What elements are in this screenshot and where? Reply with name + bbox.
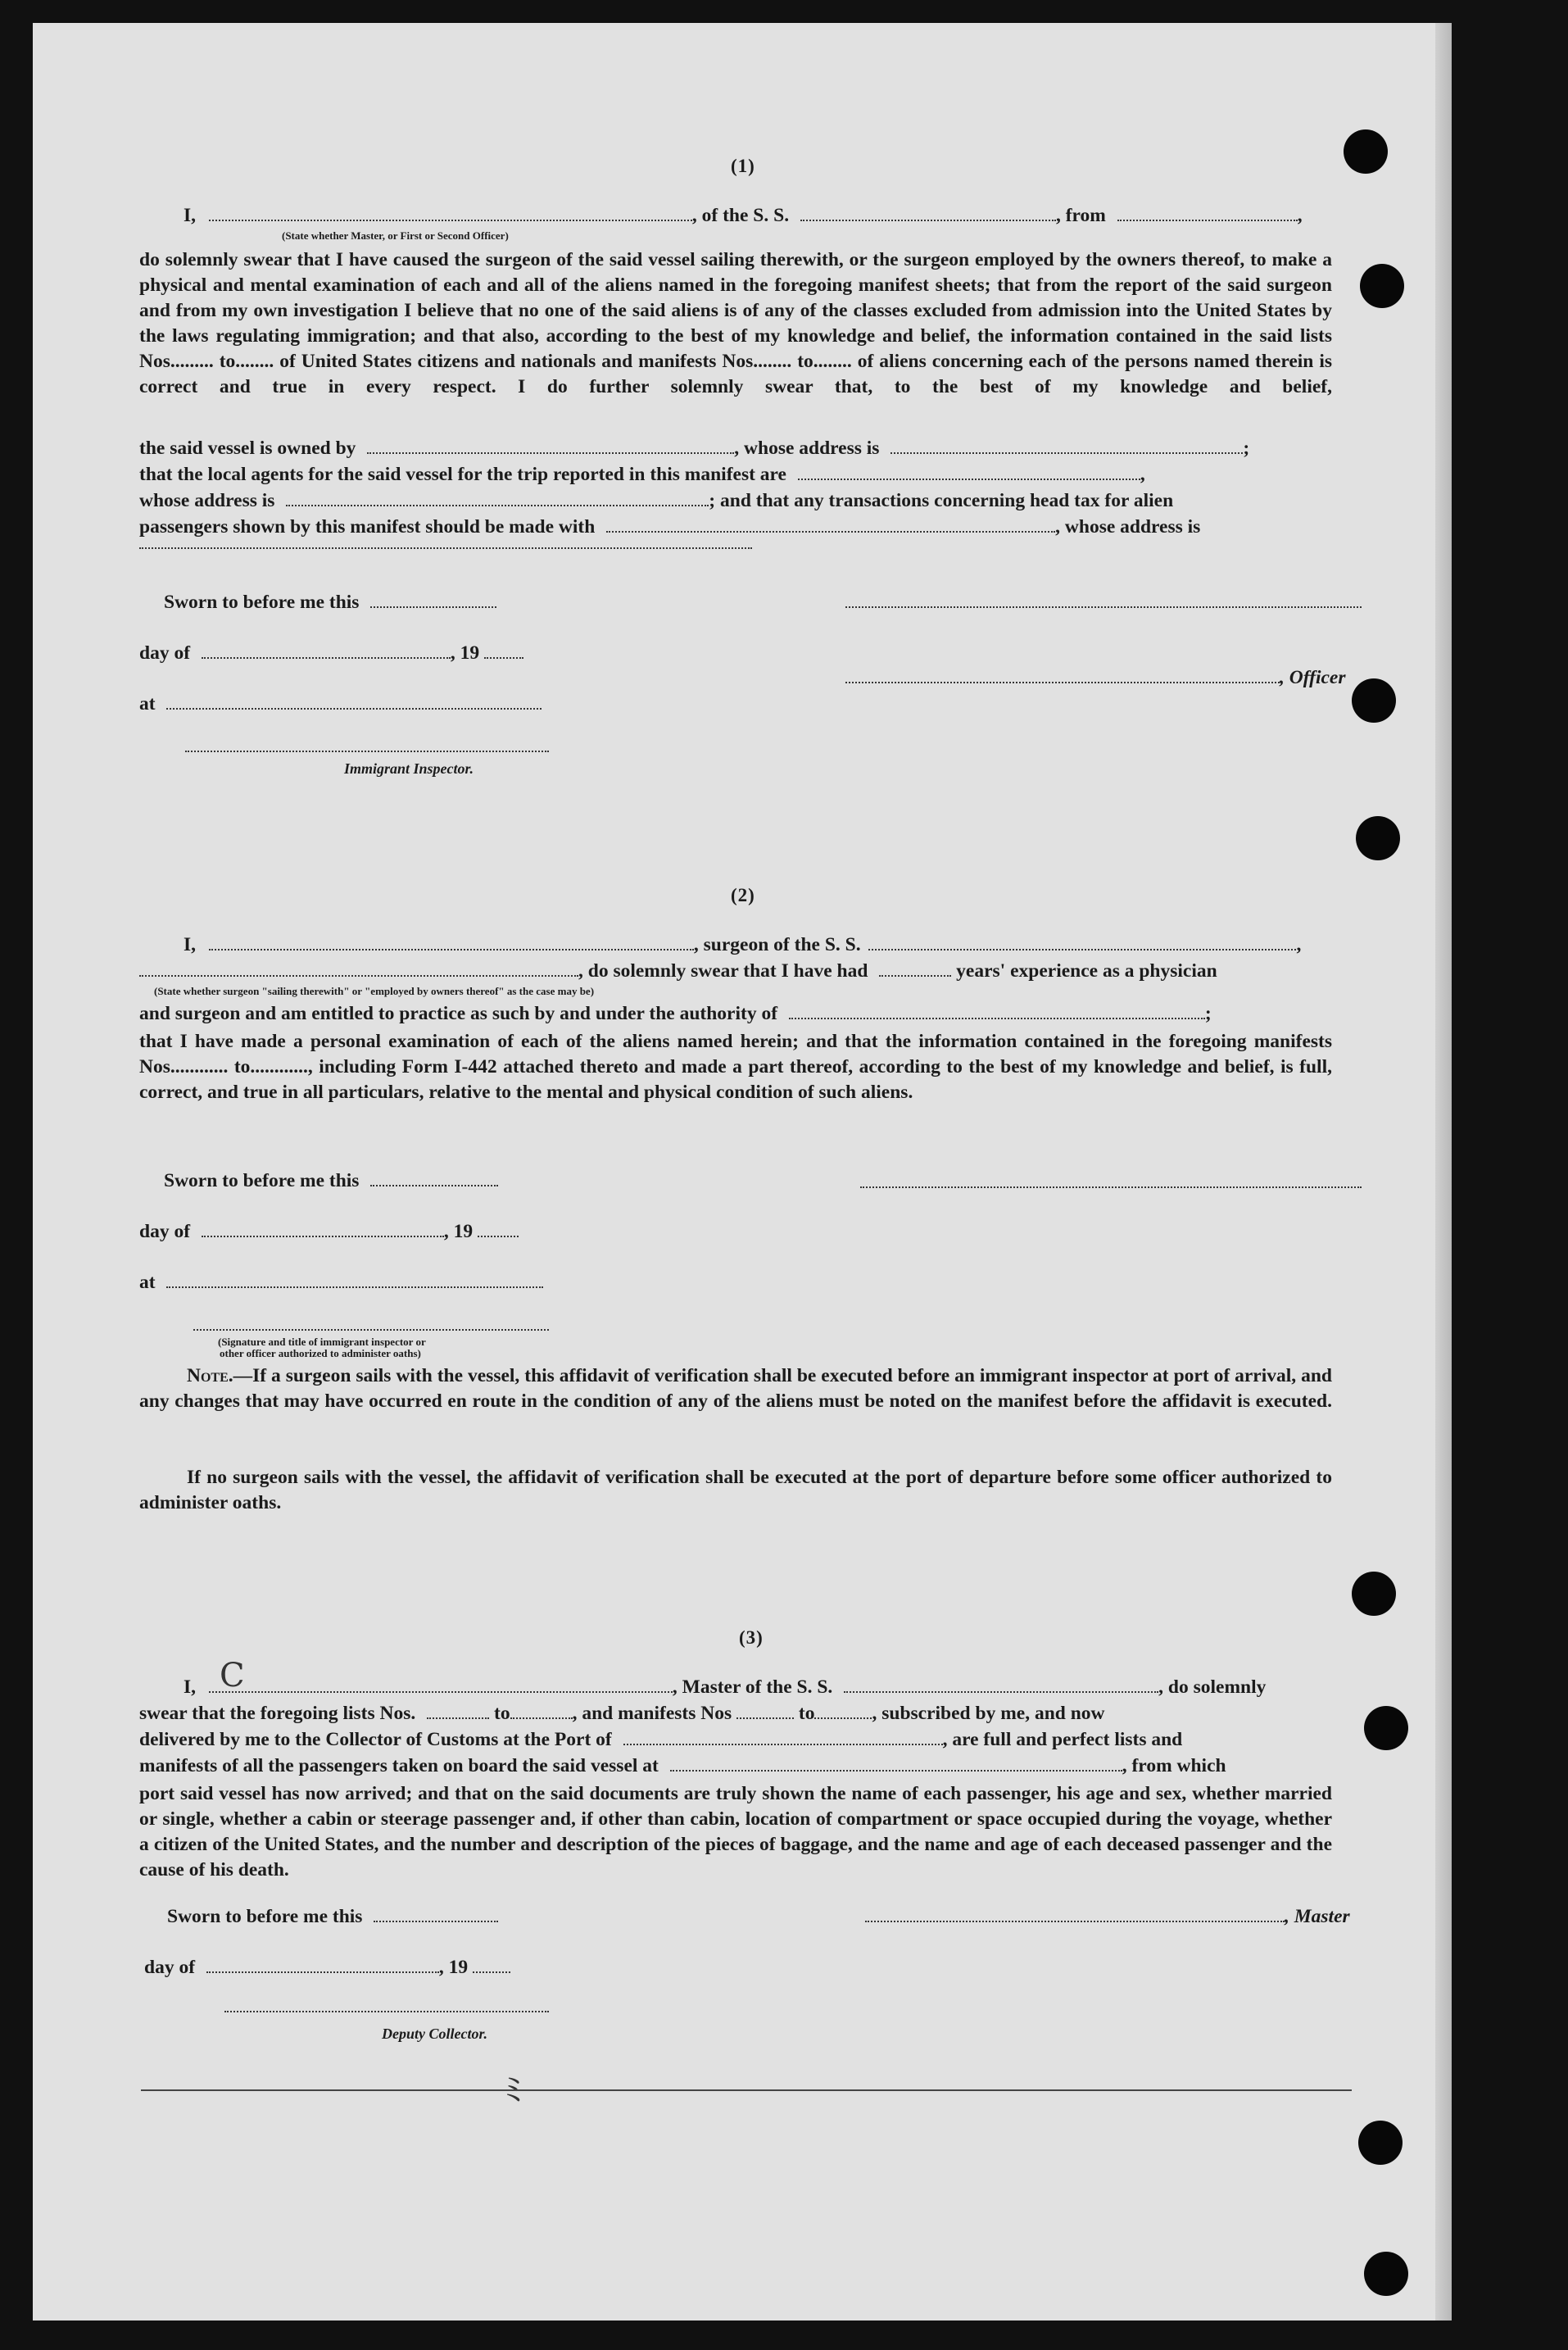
section-3-paragraph: port said vessel has now arrived; and that on the said documents are truly shown the name of each passenger, his age and sex, whether married or single, whether a cabin or steerage passenger and, if other than cabin, location of compartment or space occupied during the voyage, whether a citizen of the United States, and the number and description of the pieces of baggage, and the name and age of each deceased passenger and the cause of his death. <box>139 1783 1332 1880</box>
inspector-caption: Immigrant Inspector. <box>344 760 474 777</box>
section-2-sig-caption-2: other officer authorized to administer oaths) <box>220 1347 421 1359</box>
authority-field[interactable] <box>789 1003 1205 1019</box>
punch-hole-2 <box>1360 264 1404 308</box>
handwritten-initial: C <box>220 1657 245 1694</box>
section-2-surgeon-signature-field[interactable] <box>860 1186 1362 1188</box>
section-3-number: (3) <box>739 1627 764 1648</box>
section-3-manifests-to-field[interactable] <box>814 1703 872 1719</box>
section-2-month-field[interactable] <box>202 1221 444 1237</box>
section-3-line-3: delivered by me to the Collector of Customs at the Port of , are full and perfect lists and <box>139 1729 1183 1750</box>
local-agents-field[interactable] <box>798 464 1140 480</box>
section-1-month-field[interactable] <box>202 642 451 659</box>
surgeon-status-caption: (State whether surgeon "sailing therewith" or "employed by owners thereof" as the case may be) <box>154 985 595 997</box>
section-1-place-field[interactable] <box>166 693 542 710</box>
punch-hole-5 <box>1352 1572 1396 1616</box>
punch-hole-6 <box>1364 1706 1408 1750</box>
punch-hole-1 <box>1344 129 1388 174</box>
owner-address-field[interactable] <box>890 438 1243 454</box>
section-3-lists-to-field[interactable] <box>510 1703 573 1719</box>
section-3-manifests-from-field[interactable] <box>736 1703 794 1719</box>
section-3-line-1: I, , Master of the S. S. , do solemnly <box>184 1676 1267 1698</box>
head-tax-contact-field[interactable] <box>606 516 1055 533</box>
section-1-day-of: day of , 19 <box>139 642 523 665</box>
master-signature-field[interactable] <box>865 1906 1285 1922</box>
section-3-line-4: manifests of all the passengers taken on board the said vessel at , from which <box>139 1755 1226 1776</box>
agents-address-field[interactable] <box>286 490 709 506</box>
officer-rank-caption: (State whether Master, or First or Second Officer) <box>282 229 509 242</box>
departure-port-field[interactable] <box>1117 205 1298 221</box>
surgeon-status-field[interactable] <box>139 960 578 977</box>
section-2-line-2: , do solemnly swear that I have had years' experience as a physician <box>139 960 1217 982</box>
section-3-month-field[interactable] <box>206 1957 439 1973</box>
arrival-port-field[interactable] <box>623 1729 943 1745</box>
section-1-sworn: Sworn to before me this <box>164 592 496 614</box>
section-3-day-of: day of , 19 <box>144 1957 510 1979</box>
officer-rank-field[interactable] <box>209 205 692 221</box>
vessel-owner-field[interactable] <box>367 438 734 454</box>
section-1-paragraph: do solemnly swear that I have caused the surgeon of the said vessel sailing therewith, or the surgeon employed by the owners thereof, to make a physical and mental examination of each and all of the aliens named in the foregoing manifest sheets; that from the report of the said surgeon and from my own investigation I believe that no one of the said aliens is of any of the classes excluded from admission into the United States by the laws regulating immigration; and that also, according to the best of my knowledge and belief, the information contained in the said lists Nos......... to........ of United States citizens and nationals and manifests Nos........ to........ of aliens concerning each of the persons named therein is correct and true in every respect. I do further solemnly swear that, to the best of my knowledge and belief, <box>139 249 1332 397</box>
bottom-pen-mark: ﾐ <box>505 2070 523 2110</box>
years-experience-field[interactable] <box>879 960 951 977</box>
head-tax-address-field[interactable] <box>139 547 752 549</box>
section-1-number: (1) <box>731 156 755 176</box>
passengers-line: passengers shown by this manifest should be made with , whose address is <box>139 516 1201 538</box>
section-3-master-line: , Master <box>865 1906 1350 1928</box>
section-3-line-2: swear that the foregoing lists Nos. to , and manifests Nos to , subscribed by me, and now <box>139 1703 1105 1724</box>
boarding-port-field[interactable] <box>670 1755 1122 1772</box>
section-1-year-field[interactable] <box>484 642 523 659</box>
section-3-year-field[interactable] <box>473 1957 510 1973</box>
section-1-at: at <box>139 693 542 715</box>
punch-hole-3 <box>1352 678 1396 723</box>
section-2-paragraph: that I have made a personal examination of each of the aliens named herein; and that the information contained in the foregoing manifests Nos............ to............, including Form I-442 attached thereto and made a part thereof, according to the best of my knowledge and belief, is full, correct, and true in all particulars, relative to the mental and physical condition of such aliens. <box>139 1031 1332 1103</box>
section-2-number: (2) <box>731 885 755 905</box>
section-1-officer-name-field[interactable] <box>845 667 1280 683</box>
punch-hole-7 <box>1358 2121 1403 2165</box>
section-3-sworn-day-field[interactable] <box>374 1906 498 1922</box>
agents-address-line: whose address is ; and that any transactions concerning head tax for alien <box>139 490 1174 511</box>
punch-hole-8 <box>1364 2252 1408 2296</box>
section-3-ship-field[interactable] <box>844 1676 1158 1693</box>
deputy-collector-caption: Deputy Collector. <box>382 2026 487 2042</box>
section-3-lists-from-field[interactable] <box>427 1703 489 1719</box>
deputy-collector-signature-field[interactable] <box>224 2011 549 2012</box>
local-agents-line: that the local agents for the said vessel for the trip reported in this manifest are , <box>139 464 1145 485</box>
section-2-line-1: I, , surgeon of the S. S. , <box>184 934 1302 955</box>
surgeon-name-field[interactable] <box>209 934 694 950</box>
section-2-officer-signature-field[interactable] <box>193 1329 549 1331</box>
section-2-year-field[interactable] <box>478 1221 519 1237</box>
section-1-sworn-day-field[interactable] <box>370 592 496 608</box>
section-2-sworn-day-field[interactable] <box>370 1170 498 1186</box>
note-paragraph: Note.—If a surgeon sails with the vessel, this affidavit of verification shall be executed before an immigrant inspector at port of arrival, and any changes that may have occurred en route in the condition of any of the aliens must be noted on the manifest before the affidavit is executed. <box>139 1365 1332 1412</box>
punch-hole-4 <box>1356 816 1400 860</box>
section-2-at: at <box>139 1272 543 1294</box>
owned-by-line: the said vessel is owned by , whose address is ; <box>139 438 1250 459</box>
master-name-field[interactable] <box>209 1676 673 1693</box>
section-2-ship-field[interactable] <box>868 934 1296 950</box>
section-2-place-field[interactable] <box>166 1272 543 1288</box>
page-fold-shadow <box>1435 23 1452 2321</box>
section-3-sworn: Sworn to before me this <box>167 1906 498 1928</box>
form-page <box>33 23 1452 2321</box>
section-2-day-of: day of , 19 <box>139 1221 519 1243</box>
section-2-sig-caption-1: (Signature and title of immigrant inspector or <box>218 1336 426 1348</box>
section-1-officer-line: , Officer <box>845 667 1345 689</box>
section-1-officer-signature-field[interactable] <box>845 606 1362 608</box>
ship-name-field[interactable] <box>800 205 1056 221</box>
note-paragraph-2: If no surgeon sails with the vessel, the affidavit of verification shall be executed at the port of departure before some officer authorized to administer oaths. <box>139 1467 1332 1513</box>
inspector-signature-field[interactable] <box>185 751 549 752</box>
authority-line: and surgeon and am entitled to practice as such by and under the authority of ; <box>139 1003 1212 1024</box>
section-1-line-1: I, , of the S. S. , from , <box>184 205 1303 226</box>
bottom-rule <box>141 2089 1352 2091</box>
section-2-sworn: Sworn to before me this <box>164 1170 498 1192</box>
